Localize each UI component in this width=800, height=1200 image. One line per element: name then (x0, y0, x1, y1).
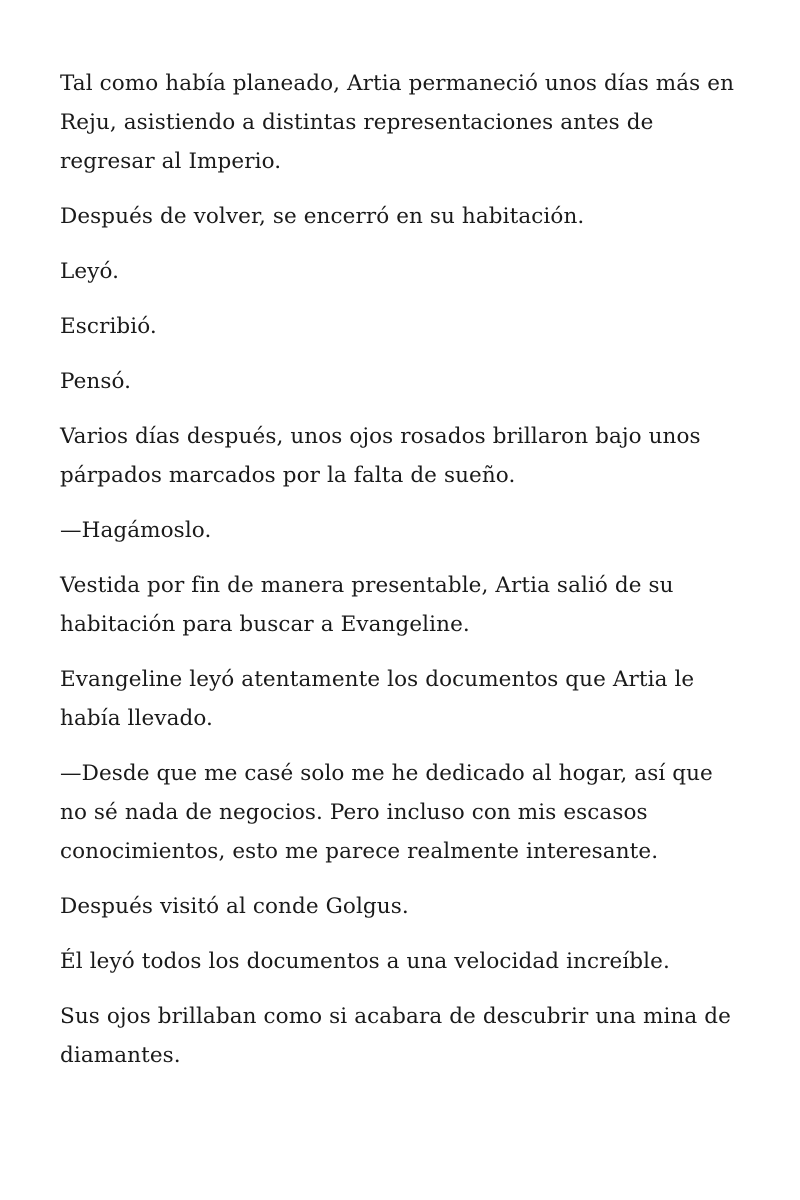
dialogue-paragraph: —Desde que me casé solo me he dedicado al hogar, así que no sé nada de negocios. Pero incluso con mis escasos conocimientos, esto me parece realmente interesante. (60, 761, 713, 864)
chapter-text (60, 64, 740, 1075)
dialogue-paragraph: —Hagámoslo. (60, 518, 212, 543)
paragraph: Tal como había planeado, Artia permaneció unos días más en Reju, asistiendo a distintas representaciones antes de regresar al Imperio. (60, 71, 735, 174)
paragraph: Escribió. (60, 314, 157, 339)
paragraph: Vestida por fin de manera presentable, Artia salió de su habitación para buscar a Evangeline. (60, 573, 674, 637)
paragraph: Pensó. (60, 369, 132, 394)
paragraph: Sus ojos brillaban como si acabara de descubrir una mina de diamantes. (60, 1004, 731, 1068)
paragraph: Evangeline leyó atentamente los documentos que Artia le había llevado. (60, 667, 695, 731)
paragraph: Leyó. (60, 259, 120, 284)
paragraph: Después visitó al conde Golgus. (60, 894, 409, 919)
paragraph: Después de volver, se encerró en su habitación. (60, 204, 585, 229)
paragraph: Él leyó todos los documentos a una velocidad increíble. (60, 949, 670, 974)
paragraph: Varios días después, unos ojos rosados brillaron bajo unos párpados marcados por la falta de sueño. (60, 424, 701, 488)
